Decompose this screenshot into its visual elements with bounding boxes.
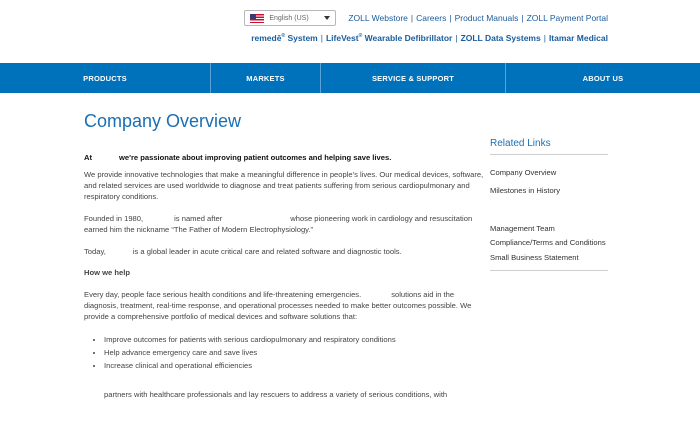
founding-text: whose pioneering work in cardiology and resuscitation earned him the nickname “The Father of Modern Electrophysiology.”: [84, 214, 473, 234]
main-nav: [0, 63, 700, 93]
brand-links: [251, 33, 608, 43]
itamar-medical-link[interactable]: Itamar Medical: [548, 33, 608, 43]
data-systems-link[interactable]: ZOLL Data Systems: [460, 33, 541, 43]
remede-suffix: System: [285, 33, 318, 43]
nav-service-support[interactable]: SERVICE & SUPPORT: [321, 63, 506, 93]
today-text: is a global leader in acute critical care and related software and diagnostic tools.: [132, 247, 402, 256]
divider: |: [320, 33, 323, 43]
founding-text: Founded in 1980,: [84, 214, 144, 223]
solutions-list: [84, 334, 484, 371]
divider: |: [455, 33, 458, 43]
language-selector[interactable]: [244, 10, 336, 26]
related-link-small-business[interactable]: Small Business Statement: [490, 253, 579, 262]
divider: |: [521, 13, 524, 23]
related-links-sidebar: [490, 138, 608, 271]
webstore-link[interactable]: ZOLL Webstore: [348, 13, 408, 23]
page-title: Company Overview: [84, 111, 242, 131]
how-text: solutions aid in the diagnosis, treatment, real-time response, and operational processes needed to make better outcomes possible. We provide a comprehensive portfolio of medical devices and software solutions that:: [84, 290, 472, 321]
language-selector-value: English (US): [269, 14, 309, 22]
related-link-compliance[interactable]: Compliance/Terms and Conditions: [490, 238, 606, 247]
partners-paragraph: [84, 389, 484, 400]
lifevest-name: LifeVest: [325, 33, 359, 43]
careers-link[interactable]: Careers: [416, 13, 447, 23]
us-flag-icon: [250, 14, 264, 23]
lifevest-suffix: Wearable Defibrillator: [362, 33, 453, 43]
nav-about-us[interactable]: ABOUT US: [582, 73, 624, 83]
lifevest-link[interactable]: [326, 33, 452, 43]
registered-mark: ®: [358, 33, 363, 40]
nav-markets[interactable]: MARKETS: [211, 63, 321, 93]
main-content: [84, 152, 484, 400]
founding-paragraph: [84, 213, 484, 235]
related-link-management-team[interactable]: Management Team: [490, 224, 555, 233]
related-link-milestones[interactable]: Milestones in History: [490, 186, 561, 195]
remede-system-link[interactable]: [251, 33, 318, 43]
list-item: • Increase clinical and operational efficiencies: [104, 360, 484, 371]
list-item: • Help advance emergency care and save lives: [104, 347, 484, 358]
utility-bar: [244, 10, 608, 26]
chevron-down-icon: [324, 16, 330, 20]
related-link-company-overview[interactable]: Company Overview: [490, 168, 557, 177]
nav-products[interactable]: PRODUCTS: [0, 63, 211, 93]
intro-paragraph: We provide innovative technologies that make a meaningful difference in people's lives. Our medical devices, software, and related services are used worldwide to diagnose and treat patients suffering from serious cardiopulmonary and respiratory conditions.: [84, 170, 484, 201]
related-links-group: [490, 204, 608, 270]
partners-text: partners with healthcare professionals and lay rescuers to address a variety of serious conditions, with: [104, 390, 448, 399]
remede-name: remedē: [251, 33, 282, 43]
list-item: • Improve outcomes for patients with serious cardiopulmonary and respiratory conditions: [104, 334, 484, 345]
today-paragraph: [84, 246, 484, 257]
today-text: Today,: [84, 247, 106, 256]
divider: |: [410, 13, 414, 23]
how-we-help-heading: How we help: [84, 268, 130, 277]
divider: |: [449, 13, 452, 23]
registered-mark: ®: [281, 33, 286, 40]
related-links-title: Related Links: [490, 138, 608, 155]
lead-rest: we're passionate about improving patient outcomes and helping save lives.: [119, 153, 392, 162]
lead-prefix: At: [84, 153, 93, 162]
founding-text: is named after: [174, 214, 223, 223]
product-manuals-link[interactable]: Product Manuals: [454, 13, 519, 23]
lead-paragraph: [84, 152, 484, 163]
utility-links: [348, 13, 608, 23]
sidebar-divider: [490, 270, 608, 271]
how-we-help-paragraph: [84, 289, 484, 322]
payment-portal-link[interactable]: ZOLL Payment Portal: [526, 13, 608, 23]
how-text: Every day, people face serious health conditions and life-threatening emergencies.: [84, 290, 362, 299]
related-links-group: [490, 155, 608, 204]
divider: |: [543, 33, 546, 43]
